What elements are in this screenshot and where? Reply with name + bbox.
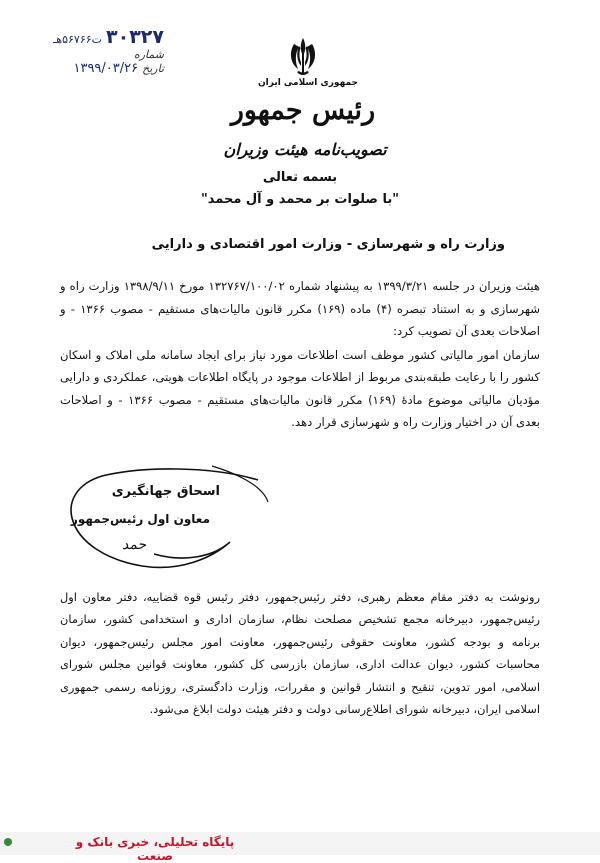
recipients-line: وزارت راه و شهرسازی - وزارت امور اقتصادی و دارایی	[151, 237, 505, 252]
reference-number-row	[14, 26, 164, 48]
footer-dot-icon	[4, 838, 12, 846]
president-heading: رئیس جمهور	[230, 95, 376, 126]
number-label: شماره	[133, 48, 164, 61]
reference-number: ۳۰۳۲۷	[106, 26, 164, 48]
footer-watermark: پایگاه تحلیلی، خبری بانک و صنعت	[75, 835, 235, 863]
signatory-title: معاون اول رئیس‌جمهور	[70, 512, 210, 526]
approval-heading: تصویب‌نامه هیئت وزیران	[223, 140, 387, 159]
decree-paragraph-1: هیئت وزیران در جلسه ۱۳۹۹/۳/۲۱ به پیشنهاد شماره ۱۳۲۷۶۷/۱۰۰/۰۲ مورخ ۱۳۹۸/۹/۱۱ وزارت راه و شهرسازی و به استناد تبصره (۴) ماده (۱۶۹) مکرر قانون مالیات‌های مستقیم - مصوب ۱۳۶۶ - و اصلاحات بعدی آن تصویب کرد:	[60, 279, 540, 338]
decree-paragraph-2: سازمان امور مالیاتی کشور موظف است اطلاعات مورد نیاز برای ایجاد سامانه ملی املاک و اسکان کشور را با رعایت طبقه‌بندی مربوط از اطلاعات موجود در پایگاه اطلاعات هویتی، عملکردی و دارایی مؤدیان مالیاتی موضوع مادۀ (۱۶۹) مکرر قانون مالیات‌های مستقیم - مصوب ۱۳۶۶ - و اصلاحات بعدی آن در اختیار وزارت راه و شهرسازی قرار دهد.	[60, 347, 540, 429]
signature-scribble: حمد	[122, 537, 147, 553]
reference-number-label-row	[14, 48, 164, 61]
reference-series: ت۵۶۷۶۶هـ	[53, 33, 103, 46]
carbon-copy-list	[60, 586, 540, 720]
reference-date-row	[14, 61, 164, 76]
date-label: تاریخ	[142, 62, 164, 75]
reference-block	[14, 26, 164, 76]
iran-emblem-icon	[285, 36, 321, 80]
reference-date: ۱۳۹۹/۰۳/۲۶	[73, 61, 139, 76]
decree-body	[60, 275, 540, 434]
carbon-copy-text: رونوشت به دفتر مقام معظم رهبری، دفتر رئیس‌جمهور، دفتر رئیس قوه قضاییه، دفتر معاون اول رئیس‌جمهور، دبیرخانه مجمع تشخیص مصلحت نظام، سازمان اداری و استخدامی کشور، سازمان برنامه و بودجه کشور، معاونت حقوقی رئیس‌جمهور، معاونت امور مجلس رئیس‌جمهور، دیوان محاسبات کشور، دیوان عدالت اداری، سازمان بازرسی کل کشور، معاونت قوانین مجلس شورای اسلامی، امور تدوین، تنقیح و انتشار قوانین و مقررات، وزارت دادگستری، روزنامه رسمی جمهوری اسلامی ایران، دبیرخانه شورای اطلاع‌رسانی دولت و دفتر هیئت دولت ابلاغ می‌شود.	[60, 590, 540, 717]
bismillah-line: بسمه تعالی	[262, 170, 338, 185]
signatory-name: اسحاق جهانگیری	[111, 484, 220, 499]
republic-heading: جمهوری اسلامی ایران	[257, 78, 359, 88]
salawat-line: "با صلوات بر محمد و آل محمد"	[200, 192, 400, 207]
